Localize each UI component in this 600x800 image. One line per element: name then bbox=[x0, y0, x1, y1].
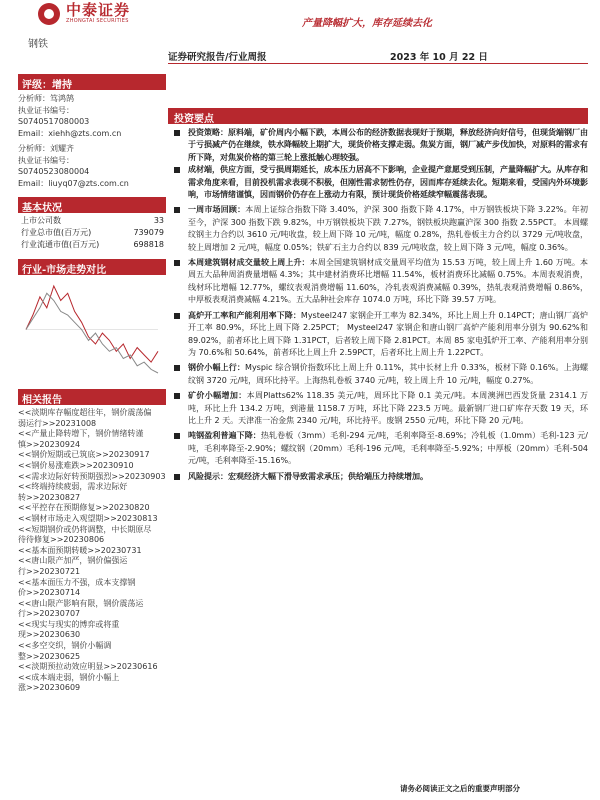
related-report-line[interactable]: 价>>20230714 bbox=[18, 588, 81, 598]
key-point-heading: 风险提示： bbox=[188, 471, 228, 481]
key-point-text: 宏观经济大幅下滑导致需求承压；供给端压力持续增加。 bbox=[228, 471, 428, 481]
related-report-line[interactable]: <<短期钢价或仍将调整，中长期原尽 bbox=[18, 524, 152, 534]
key-point-item bbox=[168, 310, 588, 360]
related-report-line[interactable]: <<现实与现实的博弈或将重 bbox=[18, 619, 120, 629]
logo-cn: 中泰证券 bbox=[66, 1, 131, 19]
related-report-line[interactable]: 弱运行>>20231008 bbox=[18, 418, 97, 428]
related-report-line[interactable]: <<平控存在预期修复>>20230820 bbox=[18, 503, 150, 513]
key-point-text: 原料端，矿价周内小幅下跌，本周公布的经济数据表现好于预期，释放经济向好信号，但现货端钢厂由于亏损减产仍在继续，铁水降幅较上期扩大，现货价格支撑走弱。焦炭方面，钢厂减产步伐加快，对原料的需求有所下降，对焦炭价格的第三轮上涨抵触心理较强。 bbox=[188, 128, 588, 162]
related-report-line[interactable]: <<淡期预拉动效应明显>>20230616 bbox=[18, 662, 158, 672]
key-point-heading: 本周建筑钢材成交量较上周上升： bbox=[188, 258, 310, 268]
key-point-text: 热轧卷板（3mm）毛利-294 元/吨，毛利率降至-8.69%；冷轧板（1.0mm）毛利-123 元/吨，毛利率降至-2.90%；螺纹钢（20mm）毛利-196 元/吨，毛利率降至-5.92%；中厚板（20mm）毛利-504 元/吨，毛利率降至-15.16%。 bbox=[188, 431, 588, 466]
trend-chart-svg bbox=[18, 278, 166, 381]
basic-info-table bbox=[18, 215, 166, 251]
basic-row: 行业总市值(百万元) 739079 bbox=[21, 228, 164, 237]
related-report-line[interactable]: <<成本端走弱，钢价小幅上 bbox=[18, 672, 120, 682]
related-report-line[interactable]: <<多空交织，钢价小幅调 bbox=[18, 641, 112, 651]
basic-row: 行业流通市值(百万元) 698818 bbox=[21, 240, 164, 249]
analyst-line: 分析师：笃鸿鹄 bbox=[18, 94, 74, 103]
related-report-line[interactable]: 涨>>20230609 bbox=[18, 683, 81, 693]
analyst-line: S0740517080003 bbox=[18, 117, 90, 126]
report-type: 证券研究报告/行业周报 bbox=[168, 52, 267, 63]
footer-disclaimer: 请务必阅读正文之后的重要声明部分 bbox=[400, 784, 520, 793]
key-point-heading: 投资策略： bbox=[188, 128, 228, 137]
bullet-square-icon bbox=[174, 313, 180, 319]
key-points-list bbox=[168, 127, 588, 486]
basic-row: 上市公司数 33 bbox=[21, 216, 164, 225]
related-report-line[interactable]: <<钢价易涨难跌>>20230910 bbox=[18, 460, 134, 470]
key-point-heading: 高炉开工率和产能利用率下降： bbox=[188, 310, 301, 320]
analyst-line: 执业证书编号： bbox=[18, 155, 74, 165]
analyst-line: 分析师：刘耀齐 bbox=[18, 144, 74, 153]
bullet-square-icon bbox=[174, 474, 180, 480]
key-point-heading: 一周市场回顾： bbox=[188, 205, 246, 215]
analyst-line: S0740523080004 bbox=[18, 167, 90, 176]
report-header bbox=[0, 0, 600, 62]
related-report-line[interactable]: <<唐山限产加严，钢价偏强运 bbox=[18, 556, 128, 566]
related-report-line[interactable]: 慎>>20230924 bbox=[18, 439, 81, 449]
key-point-item bbox=[168, 390, 588, 427]
bullet-square-icon bbox=[174, 365, 180, 371]
key-point-text: 成材端，供应方面，受亏损周期延长，成本压力居高不下影响，企业提产意愿受到压制，产量降幅扩大。从库存和需求角度来看，目前投机需求表现不积极，但刚性需求韧性仍存，因而库存延续去化。短期来看，受国内外环境影响，市场情绪谨慎，因而钢价仍存在上涨动力有限，预计现货价格延续窄幅震荡表现。 bbox=[188, 165, 588, 200]
key-point-text: 本周上证综合指数下降 3.40%，沪深 300 指数下降 4.17%，中万钢铁板块下降 3.22%。年初至今，沪深 300 指数下跌 9.82%，中万钢铁板块下跌 7.27%，钢铁板块跑赢沪深 300 指数 2.55PCT。 本周螺纹钢主力合约以 3610 元/吨收盘，较上周下降 10 元/吨，幅度 0.28%，热轧卷板主力合约以 3729 元/吨收盘，较上周增加 2 元/吨，幅度 0.05%；铁矿石主力合约以 839 元/吨收盘，较上周下降 3 元/吨，幅度 0.36%。 bbox=[188, 205, 588, 252]
basic-info-title: 基本状况 bbox=[18, 197, 166, 213]
bullet-square-icon bbox=[174, 393, 180, 399]
logo-en: ZHONGTAI SECURITIES bbox=[66, 18, 129, 24]
analyst-email[interactable]: Email：xiehh@zts.com.cn bbox=[18, 128, 122, 138]
rating-box: 评级：增持 bbox=[18, 74, 166, 90]
related-report-line[interactable]: <<需求边际好转预期强烈>>20230903 bbox=[18, 471, 166, 481]
related-report-line[interactable]: <<淡期库存幅度超往年，钢价震荡偏 bbox=[18, 408, 152, 417]
bullet-square-icon bbox=[174, 260, 180, 266]
industry-label: 钢铁 bbox=[28, 39, 48, 50]
related-reports-list bbox=[18, 408, 166, 694]
related-report-line[interactable]: 待待修复>>20230806 bbox=[18, 535, 105, 545]
related-report-line[interactable]: <<钢价短期或已筑底>>20230917 bbox=[18, 450, 150, 460]
key-point-item bbox=[168, 127, 588, 164]
key-point-item bbox=[168, 257, 588, 307]
company-logo bbox=[38, 2, 130, 25]
related-report-line[interactable]: <<基本面压力不强，成本支撑钢 bbox=[18, 577, 136, 587]
key-point-text: 本周Platts62% 118.35 美元/吨，周环比下降 0.1 美元/吨。本周澳洲巴西发货量 2314.1 万吨，环比上升 134.2 万吨，到港量 1158.7 万吨，环比下降 223.5 万吨。最新钢厂进口矿库存天数 19 天，环比上升 2 天。天津准一冶金焦 2340 元/吨，环比持平。废钢 2550 元/吨，环比下降 20 元/吨。 bbox=[188, 391, 589, 425]
related-report-line[interactable]: 行>>20230707 bbox=[18, 609, 81, 619]
bullet-square-icon bbox=[174, 433, 180, 439]
report-date: 2023 年 10 月 22 日 bbox=[390, 52, 488, 63]
key-point-item bbox=[168, 471, 588, 483]
related-report-line[interactable]: 整>>20230625 bbox=[18, 651, 81, 661]
key-point-text: 本周全国建筑钢材成交量周平均值为 15.53 万吨，较上周上升 1.60 万吨。本周五大品种周消费量增幅 4.3%；其中建材消费环比增幅 11.54%，板材消费环比减幅 0.75%。本周表观消费，线材环比增幅 12.77%，螺纹表观消费增幅 11.60%，冷轧表观消费减幅 0.39%，热轧表观消费增幅 0.86%，中厚板表观消费减幅 4.21%。五大品种社会库存 1074.0 万吨，环比下降 39.57 万吨。 bbox=[188, 258, 588, 305]
chart-series-line-0 bbox=[26, 286, 158, 362]
key-point-text: Mysteel247 家钢企开工率为 82.34%，环比上周上升 0.14PCT；唐山钢厂高炉开工率 80.9%，环比上周下降 2.25PCT； Mysteel247 家钢企和唐山钢厂高炉产能利用率分别为 90.62%和 89.02%，前者环比上周下降 1.31PCT，后者较上周下降 2.81PCT。本周 85 家电弧炉开工率、产能利用率分别为 70.6%和 50.64%，前者环比上周上升 2.59PCT，后者环比上周上升 1.22PCT。 bbox=[188, 310, 588, 357]
chart-series-line-1 bbox=[26, 293, 158, 373]
market-trend-chart bbox=[18, 278, 166, 381]
key-point-text: Myspic 综合钢价指数环比上周上升 0.11%，其中长材上升 0.33%，板材下降 0.16%。上海螺纹钢 3720 元/吨，周环比持平。上海热轧卷板 3740 元/吨，较上周上升 10 元/吨，幅度 0.27%。 bbox=[188, 363, 589, 385]
key-point-item bbox=[168, 204, 588, 254]
key-point-item bbox=[168, 362, 588, 387]
key-point-item bbox=[168, 164, 588, 201]
related-report-line[interactable]: <<唐山限产影响有限，钢价震荡运 bbox=[18, 598, 144, 608]
key-point-item bbox=[168, 430, 588, 467]
analyst-email[interactable]: Email：liuyq07@zts.com.cn bbox=[18, 178, 129, 188]
key-point-heading: 矿价小幅增加： bbox=[188, 391, 247, 401]
key-point-heading: 吨钢盈利普遍下降： bbox=[188, 431, 261, 441]
key-point-heading: 钢价小幅上行： bbox=[188, 363, 246, 373]
analyst-line: 执业证书编号： bbox=[18, 105, 74, 115]
report-headline: 产量降幅扩大，库存延续去化 bbox=[302, 18, 432, 29]
related-reports-title: 相关报告 bbox=[18, 389, 166, 405]
bullet-square-icon bbox=[174, 207, 180, 213]
chart-title: 行业-市场走势对比 bbox=[18, 259, 166, 275]
bullet-square-icon bbox=[174, 130, 180, 136]
related-report-line[interactable]: 现>>20230630 bbox=[18, 630, 81, 640]
key-points bbox=[168, 108, 588, 486]
analyst-info bbox=[18, 93, 166, 189]
logo-emblem-icon bbox=[38, 3, 60, 25]
header-divider bbox=[168, 63, 588, 64]
related-report-line[interactable]: 行>>20230721 bbox=[18, 566, 81, 576]
bullet-square-icon bbox=[174, 167, 180, 173]
related-report-line[interactable]: <<钢材市场走入观望期>>20230813 bbox=[18, 513, 158, 523]
sidebar bbox=[18, 74, 166, 694]
related-report-line[interactable]: 转>>20230827 bbox=[18, 492, 81, 502]
related-report-line[interactable]: <<终端持续疲弱，需求边际好 bbox=[18, 482, 128, 492]
key-points-title: 投资要点 bbox=[168, 108, 588, 124]
related-report-line[interactable]: <<产量止降转增下，钢价情绪转谨 bbox=[18, 429, 144, 439]
related-report-line[interactable]: <<基本面预期转暖>>20230731 bbox=[18, 545, 142, 555]
